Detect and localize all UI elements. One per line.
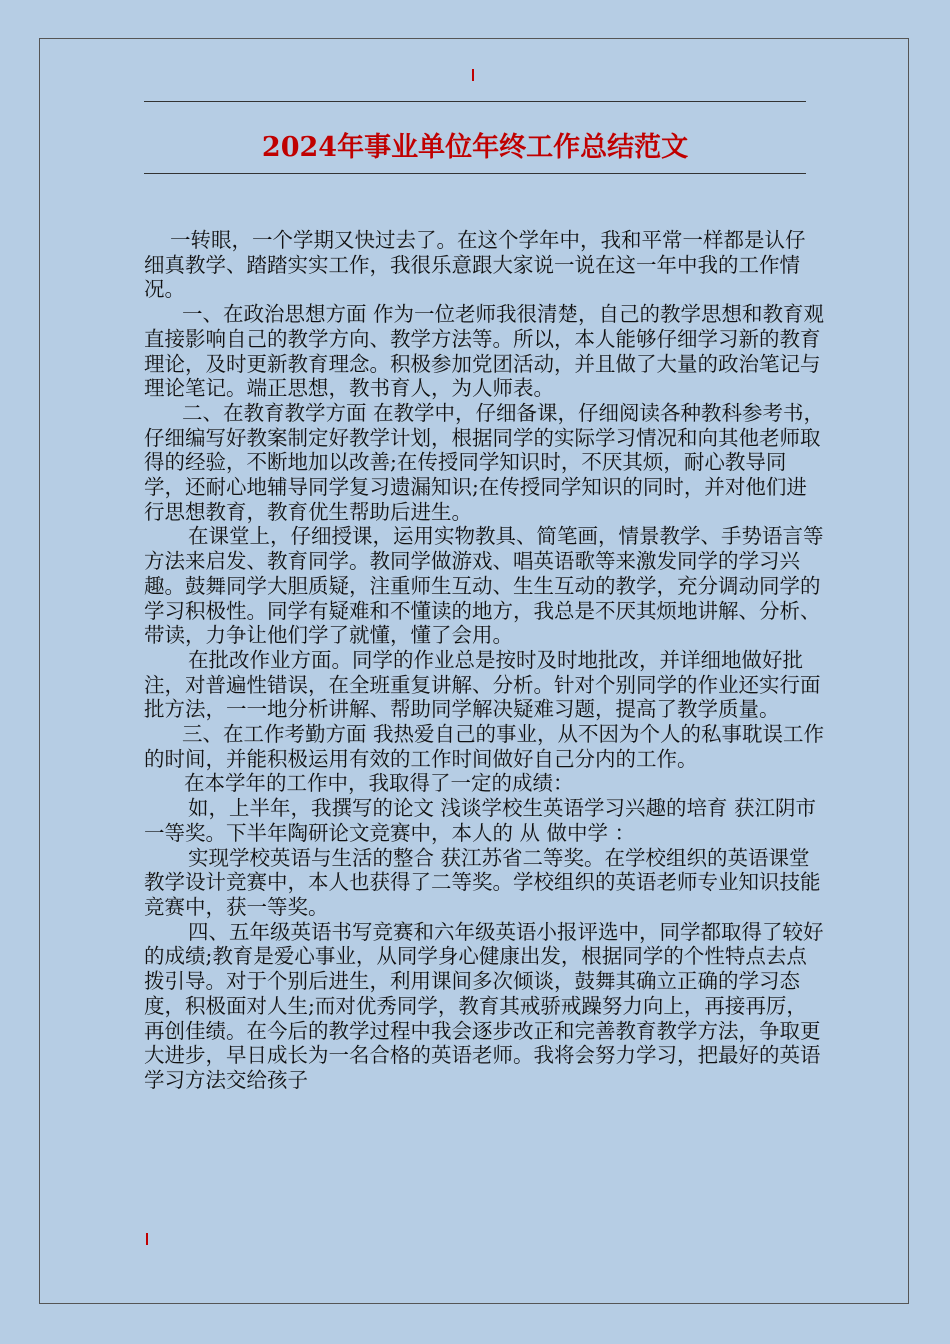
bottom-red-mark [146,1233,148,1245]
paragraph-students: 四、五年级英语书写竞赛和六年级英语小报评选中，同学都取得了较好的成绩;教育是爱心事业，从同学身心健康出发，根据同学的个性特点去点拨引导。对于个别后进生，利用课间多次倾谈，鼓舞其确立正确的学习态度，积极面对人生;而对优秀同学，教育其戒骄戒躁努力向上，再接再厉，再创佳绩。在今后的教学过程中我会逐步改正和完善教育教学方法，争取更大进步，早日成长为一名合格的英语老师。我将会努力学习，把最好的英语学习方法交给孩子 [144,919,824,1092]
document-title: 2024年事业单位年终工作总结范文 [261,132,689,163]
paragraph-attendance: 三、在工作考勤方面 我热爱自己的事业，从不因为个人的私事耽误工作的时间，并能积极运用有效的工作时间做好自己分内的工作。 [144,722,825,771]
paragraph-papers: 如，上半年，我撰写的论文 浅谈学校生英语学习兴趣的培育 获江阴市一等奖。下半年陶研论文竞赛中，本人的 从 做中学 ： [144,796,817,845]
paragraph-homework: 在批改作业方面。同学的作业总是按时及时地批改，并详细地做好批注，对普遍性错误，在全班重复讲解、分析。针对个别同学的作业还实行面批方法，一一地分析讲解、帮助同学解决疑难习题，提高了教学质量。 [144,647,821,722]
paragraph-classroom: 在课堂上，仔细授课，运用实物教具、简笔画，情景教学、手势语言等方法来启发、教育同学。教同学做游戏、唱英语歌等来激发同学的学习兴趣。鼓舞同学大胆质疑，注重师生互动、生生互动的教学，充分调动同学的学习积极性。同学有疑难和不懂读的地方，我总是不厌其烦地讲解、分析、带读，力争让他们学了就懂，懂了会用。 [144,524,824,648]
title-top-rule [144,101,806,102]
paragraph-political: 一、在政治思想方面 作为一位老师我很清楚，自己的教学思想和教育观直接影响自己的教学方向、教学方法等。所以，本人能够仔细学习新的教育理论，及时更新教育理念。积极参加党团活动，并且做了大量的政治笔记与理论笔记。端正思想，教书育人，为人师表。 [144,302,825,401]
paragraph-achievements-intro: 在本学年的工作中，我取得了一定的成绩： [184,771,574,796]
top-red-mark [472,69,474,81]
paragraph-teaching: 二、在教育教学方面 在教学中，仔细备课，仔细阅读各种教科参考书，仔细编写好教案制定好教学计划，根据同学的实际学习情况和向其他老师取得的经验，不断地加以改善;在传授同学知识时，不厌其烦，耐心教导同学，还耐心地辅导同学复习遗漏知识;在传授同学知识的同时，并对他们进行思想教育，教育优生帮助后进生。 [144,400,825,524]
document-body [144,228,824,1093]
title-bottom-rule [144,173,806,174]
paragraph-intro: 一转眼，一个学期又快过去了。在这个学年中，我和平常一样都是认仔细真教学、踏踏实实工作，我很乐意跟大家说一说在这一年中我的工作情况。 [144,228,806,302]
paragraph-competitions: 实现学校英语与生活的整合 获江苏省二等奖。在学校组织的英语课堂教学设计竞赛中，本人也获得了二等奖。学校组织的英语老师专业知识技能竞赛中，获一等奖。 [144,845,821,919]
